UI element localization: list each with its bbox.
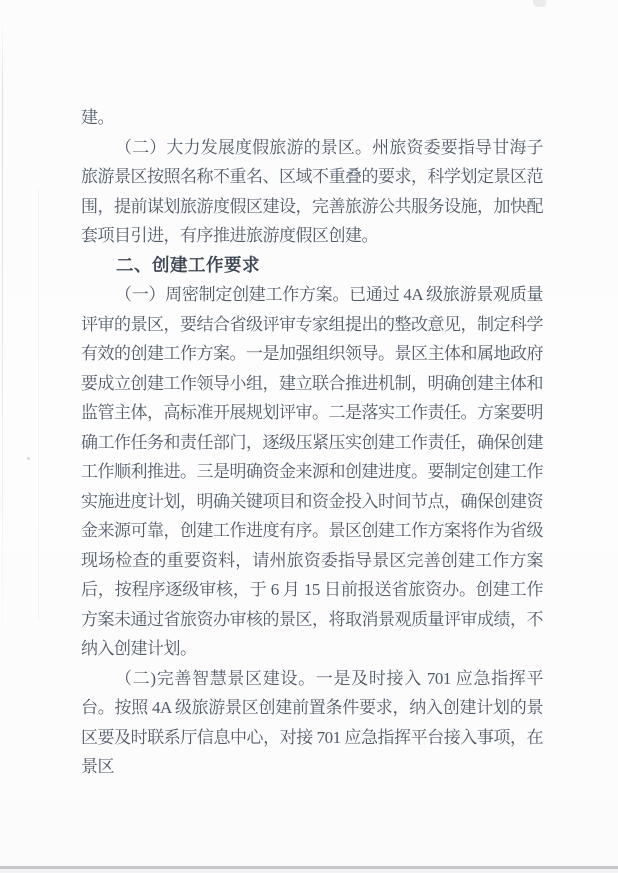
paragraph-creation-work-plan: （一）周密制定创建工作方案。已通过 4A 级旅游景观质量评审的景区，要结合省级评审专家组提出的整改意见，制定科学有效的创建工作方案。一是加强组织领导。景区主体和属地政府要成立创建工作领导小组，建立联合推进机制，明确创建主体和监管主体，高标准开展规划评审。二是落实工作责任。方案要明确工作任务和责任部门，逐级压紧压实创建工作责任，确保创建工作顺利推进。三是明确资金来源和创建进度。要制定创建工作实施进度计划，明确关键项目和资金投入时间节点，确保创建资金来源可靠，创建工作进度有序。景区创建工作方案将作为省级现场检查的重要资料，请州旅资委指导景区完善创建工作方案后，按程序逐级审核，于 6 月 15 日前报送省旅资办。创建工作方案未通过省旅资办审核的景区，将取消景观质量评审成绩，不纳入创建计划。 [81, 285, 543, 658]
document-text-block [81, 103, 543, 782]
page-bottom-strip [0, 869, 618, 873]
paragraph-develop-resort-tourism: （二）大力发展度假旅游的景区。州旅资委要指导甘海子旅游景区按照名称不重名、区域不重叠的要求，科学划定景区范围，提前谋划旅游度假区建设，完善旅游公共服务设施，加快配套项目引进，有序推进旅游度假区创建。 [81, 137, 543, 245]
paragraph-continuation-line: 建。 [81, 108, 114, 127]
scan-left-edge-line [2, 18, 3, 658]
scan-left-edge-line-faint [38, 190, 39, 620]
scan-top-smudge-artifact [533, 0, 546, 7]
scan-dot-artifact [27, 457, 30, 460]
paragraph-smart-scenic-area: （二)完善智慧景区建设。一是及时接入 701 应急指挥平台。按照 4A 级旅游景区创建前置条件要求，纳入创建计划的景区要及时联系厅信息中心，对接 701 应急指挥平台接入事项，在景区 [81, 668, 543, 776]
section-heading-creation-work-requirements: 二、创建工作要求 [116, 254, 260, 275]
